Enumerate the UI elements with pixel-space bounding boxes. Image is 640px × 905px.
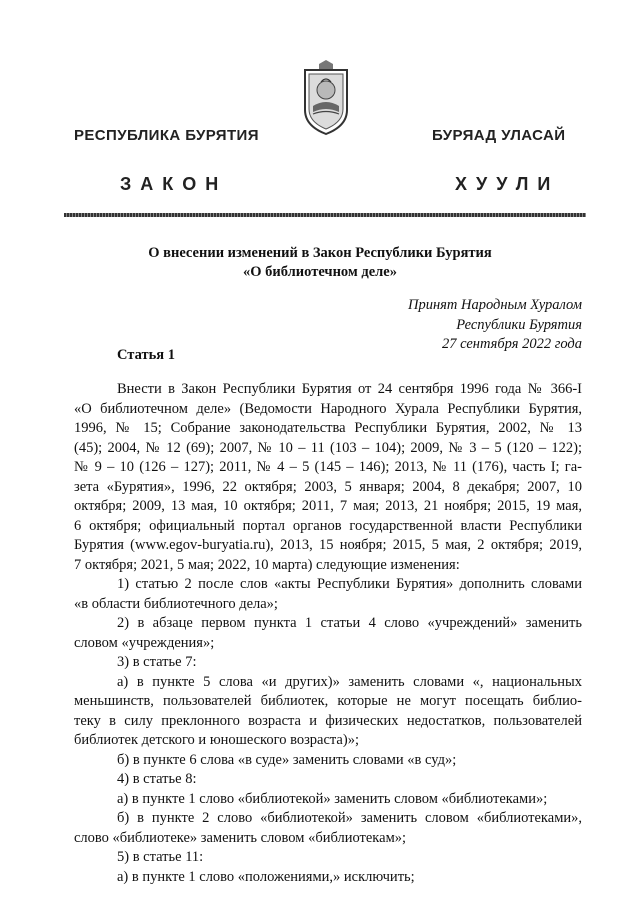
body-line: теку в силу преклонного возраста и физических недостатков, пользователей (74, 712, 582, 729)
body-line: октября; 2009, 13 мая, 10 октября; 2011, 7 мая; 2013, 21 ноября; 2015, 19 мая, (74, 498, 582, 514)
article-heading: Статья 1 (117, 347, 175, 363)
body-line: 1996, № 15; Собрание законодательства Республики Бурятия, 2002, № 13 (74, 420, 582, 436)
document-title-line-2: «О библиотечном деле» (243, 264, 397, 280)
body-line: библиотек детского и юношеского возраста)»; (74, 732, 359, 748)
body-line: а) в пункте 1 слово «положениями,» исключить; (117, 868, 415, 885)
republic-name-russian: РЕСПУБЛИКА БУРЯТИЯ (74, 127, 259, 144)
article-body (74, 380, 582, 887)
body-line: 1) статью 2 после слов «акты Республики Бурятия» дополнить словами (117, 576, 582, 592)
adoption-line-2: Республики Бурятия (456, 316, 582, 333)
body-line: 4) в статье 8: (117, 771, 197, 787)
republic-name-buryat: БУРЯАД УЛАСАЙ (432, 127, 566, 144)
adoption-note (408, 296, 582, 355)
body-line: 6 октября; официальный портал органов государственной власти Республики (74, 517, 582, 534)
body-line: а) в пункте 1 слово «библиотекой» заменить словом «библиотеками»; (117, 790, 548, 807)
header-separator (64, 213, 586, 217)
body-line: (45); 2004, № 12 (69); 2007, № 10 – 11 (103 – 104); 2009, № 3 – 5 (120 – 122); (74, 439, 582, 456)
body-line: зета «Бурятия», 1996, 22 октября; 2003, 5 января; 2004, 8 декабря; 2007, 10 (74, 478, 582, 495)
body-line: № 9 – 10 (126 – 127); 2011, № 4 – 5 (145 – 146); 2013, № 11 (176), часть I; га- (74, 459, 582, 475)
body-line: 5) в статье 11: (117, 849, 204, 865)
body-line: «О библиотечном деле» (Ведомости Народного Хурала Республики Бурятия, (74, 400, 582, 417)
body-line: словом «учреждения»; (74, 634, 215, 651)
body-line: а) в пункте 5 слова «и других)» заменить словами «, национальных (117, 673, 582, 690)
body-line: «в области библиотечного дела»; (74, 595, 278, 612)
body-line: 2) в абзаце первом пункта 1 статьи 4 слово «учреждений» заменить (117, 615, 582, 631)
document-kind-russian: ЗАКОН (120, 174, 228, 194)
body-line: слово «библиотеке» заменить словом «библиотекам»; (74, 829, 407, 846)
body-line: меньшинств, пользователей библиотек, которые не могут посещать библио- (74, 693, 582, 709)
body-line: 7 октября; 2021, 5 мая; 2022, 10 марта) следующие изменения: (74, 556, 460, 573)
document-title-line-1: О внесении изменений в Закон Республики Бурятия (148, 245, 492, 261)
body-line: б) в пункте 6 слова «в суде» заменить словами «в суд»; (117, 751, 457, 768)
body-line: Бурятия (www.egov-buryatia.ru), 2013, 15 ноября; 2015, 5 мая, 2 октября; 2019, (74, 537, 582, 553)
document-kind-buryat: ХУУЛИ (455, 174, 560, 194)
body-line: Внести в Закон Республики Бурятия от 24 сентября 1996 года № 366-I (117, 381, 582, 397)
adoption-line-1: Принят Народным Хуралом (407, 297, 582, 313)
adoption-date: 27 сентября 2022 года (441, 336, 582, 352)
body-line: б) в пункте 2 слово «библиотекой» заменить словом «библиотеками», (117, 810, 582, 826)
coat-of-arms-icon (299, 60, 353, 136)
body-line: 3) в статье 7: (117, 654, 197, 670)
